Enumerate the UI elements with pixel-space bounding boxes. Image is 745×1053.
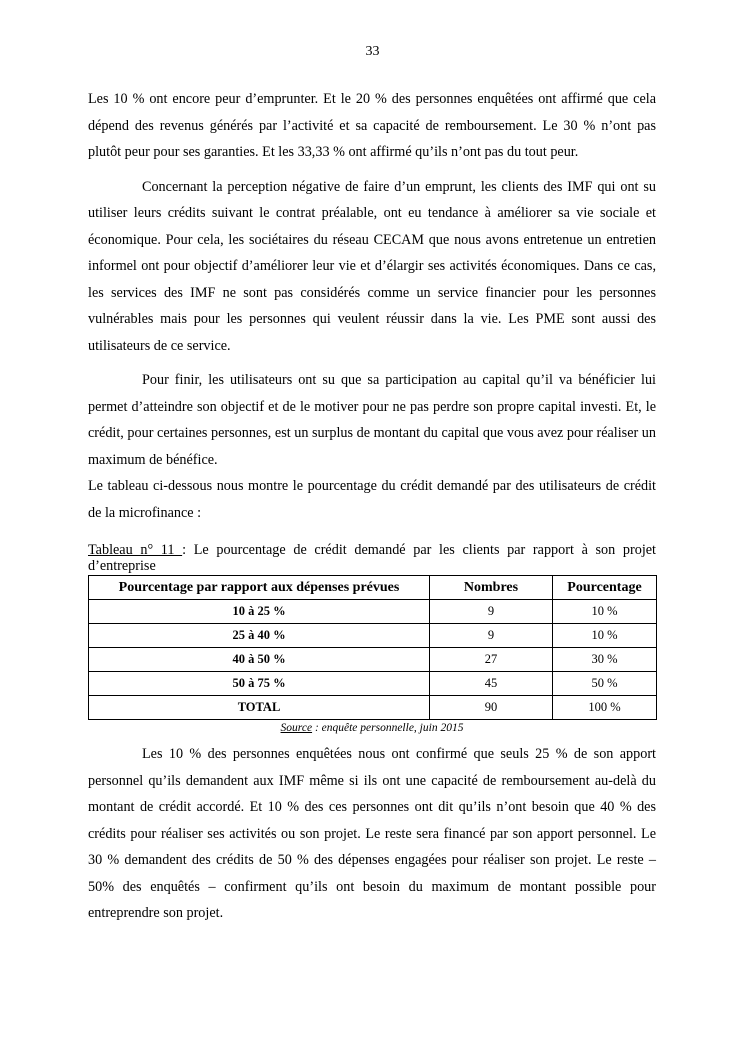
cell-percentage: 10 % [553, 600, 657, 624]
cell-range: 10 à 25 % [89, 600, 430, 624]
source-label: Source [280, 722, 313, 734]
cell-range: 40 à 50 % [89, 648, 430, 672]
cell-percentage: 50 % [553, 672, 657, 696]
paragraph-5: Les 10 % des personnes enquêtées nous ont confirmé que seuls 25 % de son apport personnel qu’ils demandent aux IMF même si ils ont une capacité de remboursement au-delà du montant de crédit accordé. Et 10 % des ces personnes ont dit qu’ils n’ont besoin que 40 % des crédits pour réaliser ses activités ou son projet. Le reste sera financé par son apport personnel. Le 30 % demandent des crédits de 50 % des dépenses engagées pour réaliser son projet. Le reste – 50% des enquêtés – confirment qu’ils ont besoin du maximum de montant possible pour entreprendre son projet. [88, 746, 656, 921]
table-row [89, 600, 657, 624]
cell-percentage: 30 % [553, 648, 657, 672]
cell-range: 50 à 75 % [89, 672, 430, 696]
table-row [89, 624, 657, 648]
paragraph-1: Les 10 % ont encore peur d’emprunter. Et le 20 % des personnes enquêtées ont affirmé que cela dépend des revenus générés par l’activité et sa capacité de remboursement. Le 30 % n’ont pas plutôt peur pour ses garanties. Et les 33,33 % ont affirmé qu’ils n’ont pas du tout peur. [88, 91, 656, 160]
header-percentage: Pourcentage [553, 576, 657, 600]
cell-range: 25 à 40 % [89, 624, 430, 648]
paragraph-3: Pour finir, les utilisateurs ont su que sa participation au capital qu’il va bénéficier lui permet d’atteindre son objectif et de le motiver pour ne pas perdre son propre capital investi. Et, le crédit, pour certaines personnes, est un surplus de montant du capital que vous avez pour réaliser un maximum de bénéfice. [88, 372, 656, 468]
table-caption [88, 542, 656, 574]
table-caption-text: : Le pourcentage de crédit demandé par les clients par rapport à son projet d’entreprise [88, 542, 656, 574]
table-caption-label: Tableau n° 11 [88, 542, 183, 558]
page-number: 33 [365, 44, 380, 59]
source-text: : enquête personnelle, juin 2015 [312, 722, 464, 734]
cell-total-count: 90 [430, 696, 553, 720]
header-count: Nombres [430, 576, 553, 600]
table-total-row [89, 696, 657, 720]
page-content [88, 86, 656, 927]
header-percentage-range: Pourcentage par rapport aux dépenses prévues [89, 576, 430, 600]
table-row [89, 672, 657, 696]
table-header-row [89, 576, 657, 600]
paragraph-4: Le tableau ci-dessous nous montre le pourcentage du crédit demandé par des utilisateurs de crédit de la microfinance : [88, 478, 656, 521]
cell-count: 27 [430, 648, 553, 672]
cell-total-label: TOTAL [89, 696, 430, 720]
credit-percentage-table [88, 575, 657, 720]
cell-count: 45 [430, 672, 553, 696]
cell-count: 9 [430, 600, 553, 624]
cell-total-percentage: 100 % [553, 696, 657, 720]
table-source [88, 721, 656, 735]
cell-count: 9 [430, 624, 553, 648]
paragraph-2: Concernant la perception négative de faire d’un emprunt, les clients des IMF qui ont su utiliser leurs crédits suivant le contrat préalable, ont eu tendance à améliorer sa vie sociale et économique. Pour cela, les sociétaires du réseau CECAM que nous avons entretenue un entretien informel ont pour objectif d’améliorer leur vie et d’élargir ses activités économiques. Dans ce cas, les services des IMF ne sont pas considérés comme un service financier pour les personnes vulnérables mais pour les personnes qui veulent réussir dans la vie. Les PME sont aussi des utilisateurs de ce service. [88, 178, 656, 354]
cell-percentage: 10 % [553, 624, 657, 648]
table-row [89, 648, 657, 672]
